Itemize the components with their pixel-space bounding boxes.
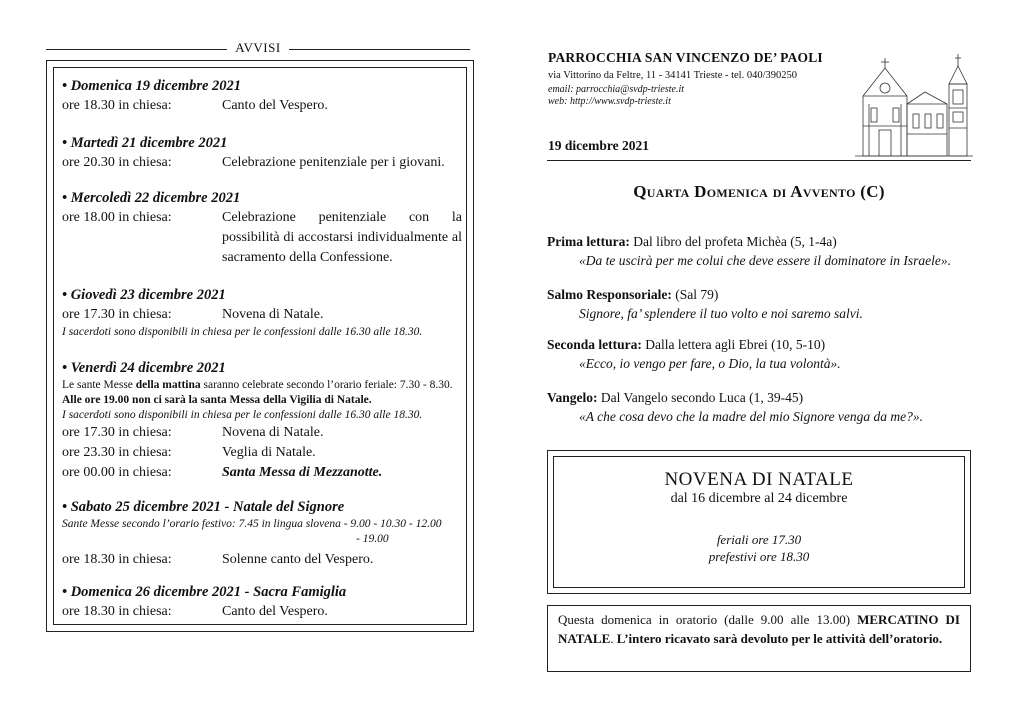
event-line-bold: Alle ore 19.00 non ci sarà la santa Messa della Vigilia di Natale. (62, 394, 372, 406)
event-row (62, 96, 462, 116)
event-time: ore 18.30 in chiesa: (62, 552, 172, 567)
market-title: MERCATINO DI NATALE (558, 612, 960, 646)
event-desc: Novena di Natale. (222, 307, 324, 322)
parish-web: web: http://www.svdp-trieste.it (548, 96, 671, 107)
reading-quote: «A che cosa devo che la madre del mio Signore venga da me?». (579, 409, 924, 424)
event-row (62, 208, 462, 268)
reading-gospel (547, 388, 977, 426)
reading-label: Salmo Responsoriale: (547, 287, 672, 302)
church-illustration (855, 48, 973, 158)
event-heading: • Mercoledì 22 dicembre 2021 (62, 190, 241, 206)
novena-prefestivi: prefestivi ore 18.30 (708, 549, 810, 564)
church-facade (863, 68, 907, 156)
event-mar-21 (62, 133, 462, 173)
parish-email: email: parrocchia@svdp-trieste.it (548, 84, 685, 95)
event-row (62, 602, 462, 622)
event-note: I sacerdoti sono disponibili in chiesa per le confessioni dalle 16.30 alle 18.30. (62, 409, 423, 421)
event-time: ore 17.30 in chiesa: (62, 307, 172, 322)
event-row (62, 463, 462, 483)
market-text: Questa domenica in oratorio (dalle 9.00 alle 13.00) (558, 612, 858, 627)
novena-feriali: feriali ore 17.30 (716, 532, 802, 547)
reading-first (547, 232, 977, 270)
event-row (62, 305, 462, 325)
reading-quote: Signore, fa’ splendere il tuo volto e noi saremo salvi. (579, 306, 863, 321)
market-note: L’intero ricavato sarà devoluto per le attività dell’oratorio. (616, 631, 943, 646)
bulletin-date: 19 dicembre 2021 (548, 138, 649, 153)
event-gio-23 (62, 285, 462, 340)
reading-label: Prima lettura: (547, 234, 630, 249)
event-heading: • Sabato 25 dicembre 2021 - Natale del Signore (62, 499, 345, 515)
reading-psalm (547, 285, 977, 323)
reading-text: Dal Vangelo secondo Luca (1, 39-45) (597, 390, 804, 405)
event-time: ore 00.00 in chiesa: (62, 465, 172, 480)
event-heading: • Martedì 21 dicembre 2021 (62, 135, 228, 151)
event-desc: Santa Messa di Mezzanotte. (222, 465, 383, 480)
event-mer-22 (62, 188, 462, 268)
event-heading: • Giovedì 23 dicembre 2021 (62, 287, 226, 303)
event-time: ore 18.00 in chiesa: (62, 210, 172, 225)
event-heading: • Domenica 19 dicembre 2021 (62, 78, 242, 94)
event-time: ore 20.30 in chiesa: (62, 155, 172, 170)
reading-text: Dal libro del profeta Michèa (5, 1-4a) (629, 234, 837, 249)
header-rule (547, 160, 971, 161)
event-row (62, 550, 462, 570)
event-time: ore 23.30 in chiesa: (62, 445, 172, 460)
event-time: ore 18.30 in chiesa: (62, 98, 172, 113)
reading-second (547, 335, 977, 373)
event-desc: Canto del Vespero. (222, 604, 328, 619)
reading-quote: «Da te uscirà per me colui che deve essere il dominatore in Israele». (579, 253, 952, 268)
event-dom-26 (62, 582, 462, 622)
event-dom-19 (62, 76, 462, 116)
event-ven-24 (62, 358, 462, 483)
reading-text: Dalla lettera agli Ebrei (10, 5-10) (641, 337, 826, 352)
event-row (62, 153, 462, 173)
event-desc: Veglia di Natale. (222, 445, 316, 460)
avvisi-header (46, 40, 470, 58)
avvisi-title: AVVISI (227, 40, 288, 55)
novena-title: NOVENA DI NATALE (664, 469, 854, 490)
event-row (62, 423, 462, 443)
reading-label: Vangelo: (547, 390, 598, 405)
reading-quote: «Ecco, io vengo per fare, o Dio, la tua volontà». (579, 356, 841, 371)
novena-box (553, 456, 965, 588)
event-row (62, 443, 462, 463)
reading-label: Seconda lettura: (547, 337, 642, 352)
event-desc: Novena di Natale. (222, 425, 324, 440)
event-note-cont: - 19.00 (356, 533, 389, 545)
event-desc: Canto del Vespero. (222, 98, 328, 113)
parish-name: PARROCCHIA SAN VINCENZO DE’ PAOLI (548, 50, 823, 65)
novena-subtitle: dal 16 dicembre al 24 dicembre (670, 491, 848, 506)
event-time: ore 17.30 in chiesa: (62, 425, 172, 440)
event-heading: • Venerdì 24 dicembre 2021 (62, 360, 226, 376)
event-note: I sacerdoti sono disponibili in chiesa per le confessioni dalle 16.30 alle 18.30. (62, 326, 423, 338)
reading-text: (Sal 79) (671, 287, 719, 302)
event-time: ore 18.30 in chiesa: (62, 604, 172, 619)
parish-address: via Vittorino da Feltre, 11 - 34141 Trieste - tel. 040/390250 (548, 70, 798, 81)
event-desc: Solenne canto del Vespero. (222, 552, 374, 567)
event-line: Le sante Messe della mattina saranno celebrate secondo l’orario feriale: 7.30 - 8.30. (62, 379, 453, 391)
event-sab-25 (62, 497, 462, 570)
event-note: Sante Messe secondo l’orario festivo: 7.45 in lingua slovena - 9.00 - 10.30 - 12.00 (62, 518, 442, 530)
market-notice: Questa domenica in oratorio (dalle 9.00 alle 13.00) MERCATINO DI NATALE. L’intero ricavato sarà devoluto per le attività dell’oratorio. (547, 605, 971, 672)
sunday-title: Quarta Domenica di Avvento (C) (633, 182, 885, 201)
event-heading: • Domenica 26 dicembre 2021 - Sacra Famiglia (62, 584, 347, 600)
event-desc: Celebrazione penitenziale con la possibilità di accostarsi individualmente al sacramento della Confessione. (222, 210, 462, 265)
bell-tower (949, 84, 967, 156)
event-desc: Celebrazione penitenziale per i giovani. (222, 155, 445, 170)
